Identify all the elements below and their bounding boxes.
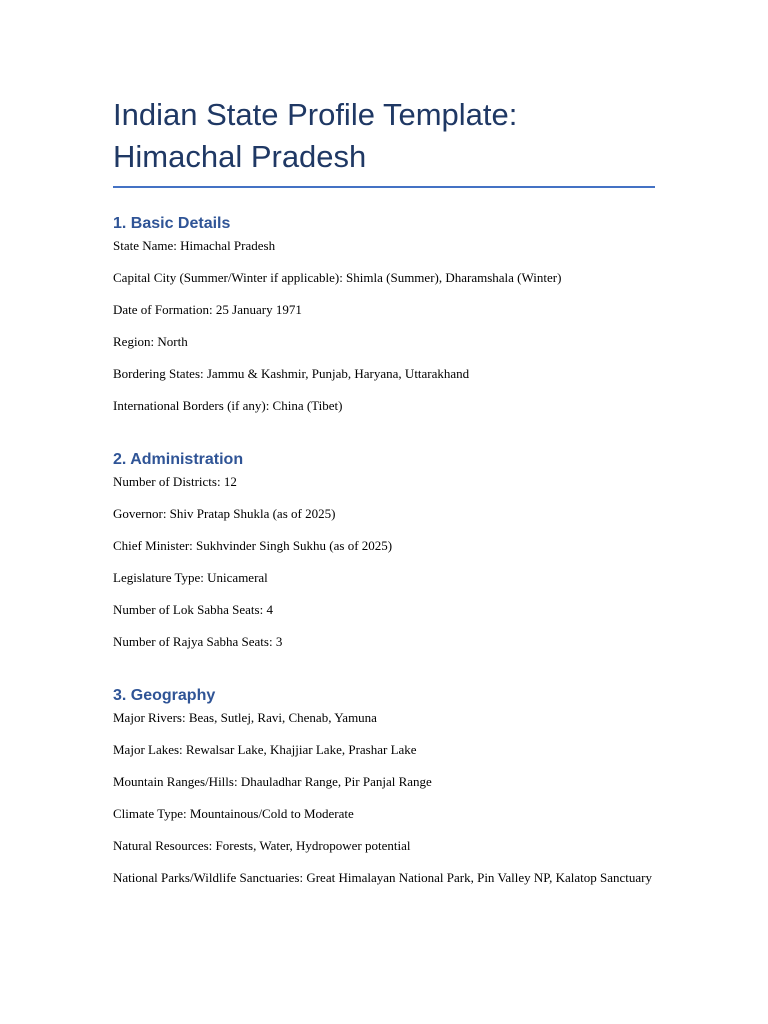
field-number-of-districts: Number of Districts: 12 xyxy=(113,474,237,489)
field-date-of-formation: Date of Formation: 25 January 1971 xyxy=(113,302,302,317)
document-page xyxy=(113,94,655,188)
field-climate-type: Climate Type: Mountainous/Cold to Moderate xyxy=(113,806,354,821)
section-administration xyxy=(113,449,655,649)
document-title: Indian State Profile Template: Himachal Pradesh xyxy=(113,97,518,174)
field-mountain-ranges: Mountain Ranges/Hills: Dhauladhar Range, Pir Panjal Range xyxy=(113,774,432,789)
field-major-lakes: Major Lakes: Rewalsar Lake, Khajjiar Lake, Prashar Lake xyxy=(113,742,417,757)
title-divider xyxy=(113,186,655,188)
section-basic-details xyxy=(113,213,655,413)
field-major-rivers: Major Rivers: Beas, Sutlej, Ravi, Chenab, Yamuna xyxy=(113,710,377,725)
section-geography xyxy=(113,685,655,885)
section-heading: 2. Administration xyxy=(113,451,244,468)
field-bordering-states: Bordering States: Jammu & Kashmir, Punjab, Haryana, Uttarakhand xyxy=(113,366,470,381)
field-national-parks: National Parks/Wildlife Sanctuaries: Great Himalayan National Park, Pin Valley NP, Kalatop Sanctuary xyxy=(113,870,652,885)
field-natural-resources: Natural Resources: Forests, Water, Hydropower potential xyxy=(113,838,411,853)
field-lok-sabha-seats: Number of Lok Sabha Seats: 4 xyxy=(113,602,273,617)
field-governor: Governor: Shiv Pratap Shukla (as of 2025) xyxy=(113,506,336,521)
section-heading: 3. Geography xyxy=(113,687,216,704)
field-region: Region: North xyxy=(113,334,188,349)
field-chief-minister: Chief Minister: Sukhvinder Singh Sukhu (as of 2025) xyxy=(113,538,393,553)
field-legislature-type: Legislature Type: Unicameral xyxy=(113,570,268,585)
field-rajya-sabha-seats: Number of Rajya Sabha Seats: 3 xyxy=(113,634,283,649)
field-capital-city: Capital City (Summer/Winter if applicable): Shimla (Summer), Dharamshala (Winter) xyxy=(113,270,562,285)
field-state-name: State Name: Himachal Pradesh xyxy=(113,238,276,253)
field-international-borders: International Borders (if any): China (Tibet) xyxy=(113,398,343,413)
section-heading: 1. Basic Details xyxy=(113,215,231,232)
